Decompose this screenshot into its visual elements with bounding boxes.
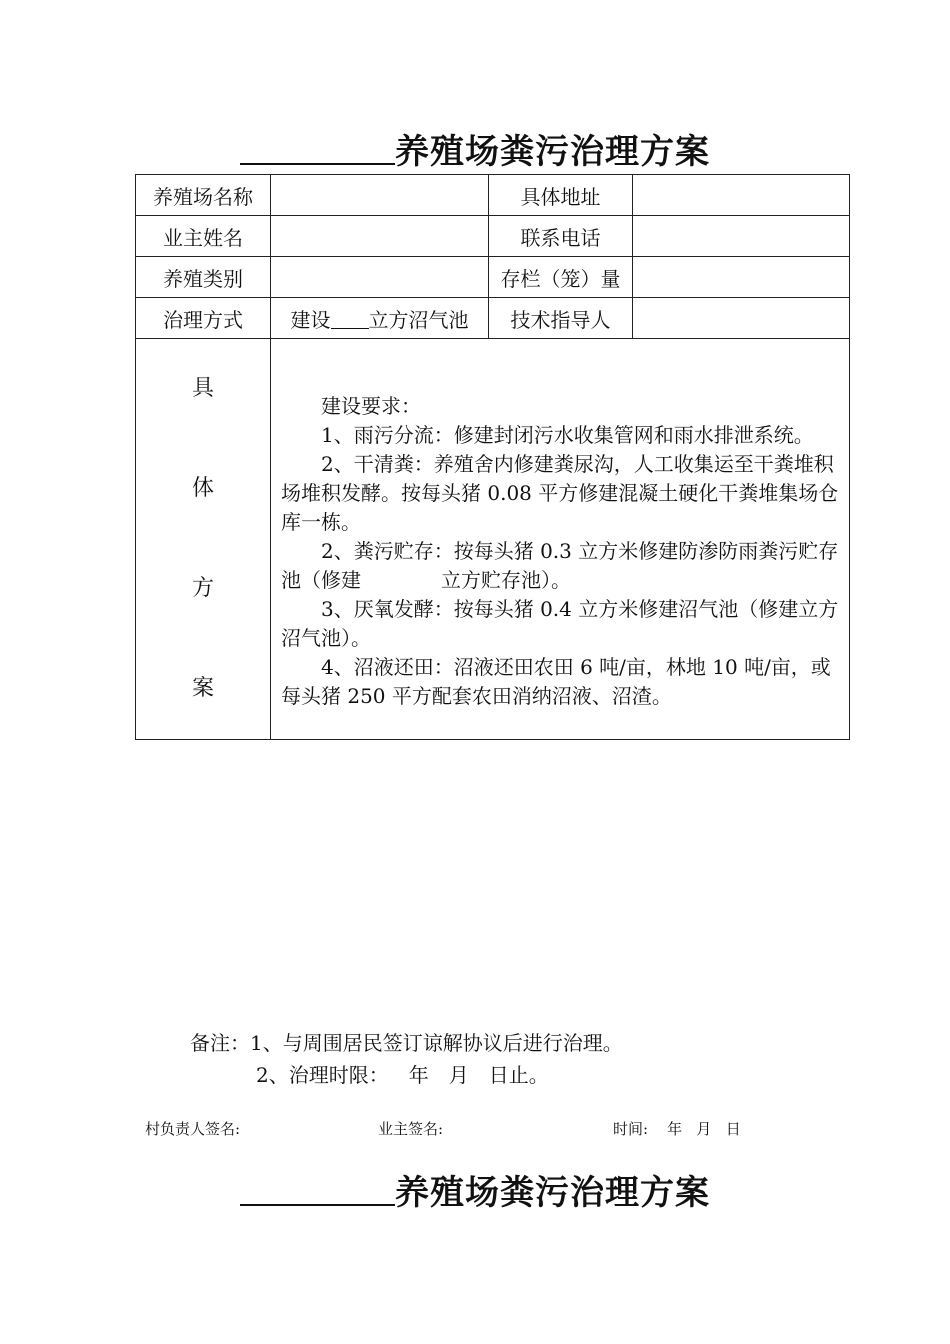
method-label: 治理方式 [136,298,271,339]
phone-label: 联系电话 [489,216,633,257]
table-row [136,216,850,257]
title-text: 养殖场粪污治理方案 [395,1173,710,1213]
farm-name-field[interactable] [271,175,489,216]
deadline-label: 2、治理时限： [256,1063,389,1087]
note-line-1: 备注：1、与周围居民签订谅解协议后进行治理。 [190,1031,623,1055]
side-char: 案 [191,676,214,701]
table-row [136,175,850,216]
owner-signature-label: 业主签名: [378,1120,444,1138]
guide-label: 技术指导人 [489,298,633,339]
plan-item-part: 立方贮存池）。 [441,568,571,592]
plan-heading: 建设要求： [321,394,421,418]
document-title-repeat [0,1165,950,1214]
phone-field[interactable] [633,216,850,257]
time-label: 时间: 年 月 日 [613,1120,741,1138]
plan-item-part: 2、粪污贮存：按每头猪 0.3 立方米修建防渗防雨粪污贮存池（修建 [281,539,839,592]
owner-label: 业主姓名 [136,216,271,257]
deadline-year: 年 [408,1063,429,1087]
address-label: 具体地址 [489,175,633,216]
side-char: 方 [191,576,214,601]
plan-item: 2、干清粪：养殖舍内修建粪尿沟，人工收集运至干粪堆积场堆积发酵。按每头猪 0.08 平方修建混凝土硬化干粪堆集场仓库一栋。 [281,452,839,534]
plan-item: 4、沼液还田：沼液还田农田 6 吨/亩，林地 10 吨/亩，或每头猪 250 平方配套农田消纳沼液、沼渣。 [281,655,831,708]
method-prefix: 建设 [290,307,331,332]
table-row [136,339,850,740]
type-field[interactable] [271,257,489,298]
note-line-2 [190,1059,623,1091]
plan-side-label [136,339,271,740]
table-row [136,257,850,298]
plan-form-table [135,174,850,740]
plan-item [281,537,841,595]
deadline-day: 日止。 [488,1063,549,1087]
plan-item: 3、厌氧发酵：按每头猪 0.4 立方米修建沼气池（修建立方沼气池）。 [281,597,839,650]
document-title [0,124,950,173]
deadline-month: 月 [448,1063,469,1087]
table-row [136,298,850,339]
notes [190,1027,623,1091]
title-blank-line[interactable] [240,135,395,165]
stock-label: 存栏（笼）量 [489,257,633,298]
address-field[interactable] [633,175,850,216]
method-suffix: 立方沼气池 [368,307,469,332]
plan-body[interactable] [271,339,850,740]
method-value[interactable] [271,298,489,339]
type-label: 养殖类别 [136,257,271,298]
side-char: 体 [191,476,214,501]
farm-name-label: 养殖场名称 [136,175,271,216]
side-char: 具 [191,376,214,401]
title-blank-line[interactable] [240,1176,395,1206]
plan-item: 1、雨污分流：修建封闭污水收集管网和雨水排泄系统。 [321,423,814,447]
method-blank[interactable] [331,310,369,329]
owner-field[interactable] [271,216,489,257]
village-signature-label: 村负责人签名: [145,1120,241,1138]
title-text: 养殖场粪污治理方案 [395,132,710,172]
guide-field[interactable] [633,298,850,339]
stock-field[interactable] [633,257,850,298]
